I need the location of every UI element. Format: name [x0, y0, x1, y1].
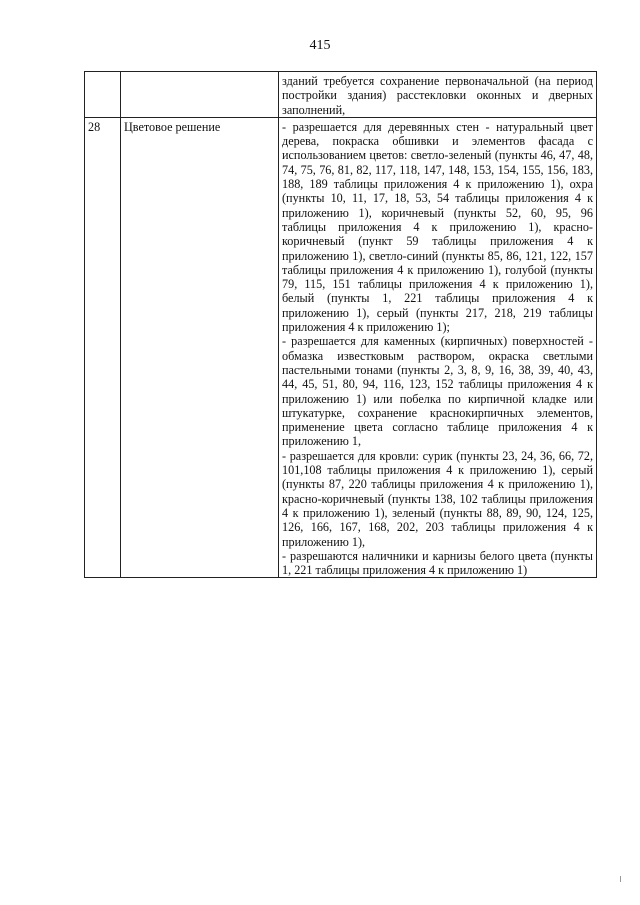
row-number-cell: 28 — [85, 117, 121, 578]
page-number: 415 — [309, 38, 331, 53]
table-row — [85, 72, 597, 118]
description-paragraph: зданий требуется сохранение первоначальной (на период постройки здания) расстекловки оконных и дверных заполнений, — [282, 74, 593, 117]
description-paragraph: - разрешается для кровли: сурик (пункты 23, 24, 36, 66, 72, 101,108 таблицы приложения 4 к приложению 1), серый (пункты 87, 220 таблицы приложения 4 к приложению 1), красно-коричневый (пункты 138, 102 таблицы приложения 4 к приложению 1), зеленый (пункты 88, 89, 90, 124, 125, 126, 166, 167, 168, 202, 203 таблицы приложения 4 к приложению 1), — [282, 448, 593, 549]
description-paragraph: - разрешаются наличники и карнизы белого цвета (пункты 1, 221 таблицы приложения 4 к приложению 1) — [282, 548, 593, 578]
description-paragraph: - разрешается для каменных (кирпичных) поверхностей - обмазка известковым раствором, окраска светлыми пастельными тонами (пункты 2, 3, 8, 9, 16, 38, 39, 40, 43, 44, 45, 51, 80, 94, 116, 123, 152 таблицы приложения 4 к приложению 1) или побелка по кирпичной кладке или штукатурке, сохранение краснокирпичных элементов, применение цвета согласно таблице приложения 4 к приложению 1, — [282, 334, 593, 449]
regulations-table — [84, 71, 597, 578]
row-name-cell: Цветовое решение — [121, 117, 279, 578]
row-description-cell — [279, 72, 597, 118]
row-name-cell — [121, 72, 279, 118]
description-paragraph: - разрешается для деревянных стен - натуральный цвет дерева, покраска обшивки и элементов фасада с использованием цветов: светло-зеленый (пункты 46, 47, 48, 74, 75, 76, 81, 82, 117, 118, 147, 148, 153, 154, 155, 156, 183, 188, 189 таблицы приложения 4 к приложению 1), охра (пункты 10, 11, 17, 18, 53, 54 таблицы приложения 4 к приложению 1), коричневый (пункты 52, 60, 95, 96 таблицы приложения 4 к приложению 1), красно-коричневый (пункт 59 таблицы приложения 4 к приложению 1), светло-синий (пункты 85, 86, 121, 122, 157 таблицы приложения 4 к приложению 1), голубой (пункты 79, 115, 151 таблицы приложения 4 к приложению 1), белый (пункты 1, 221 таблицы приложения 4 к приложению 1), серый (пункты 217, 218, 219 таблицы приложения 4 к приложению 1); — [282, 119, 593, 335]
table-row — [85, 117, 597, 578]
row-number-cell — [85, 72, 121, 118]
row-description-cell — [279, 117, 597, 578]
scan-mark — [620, 876, 621, 882]
